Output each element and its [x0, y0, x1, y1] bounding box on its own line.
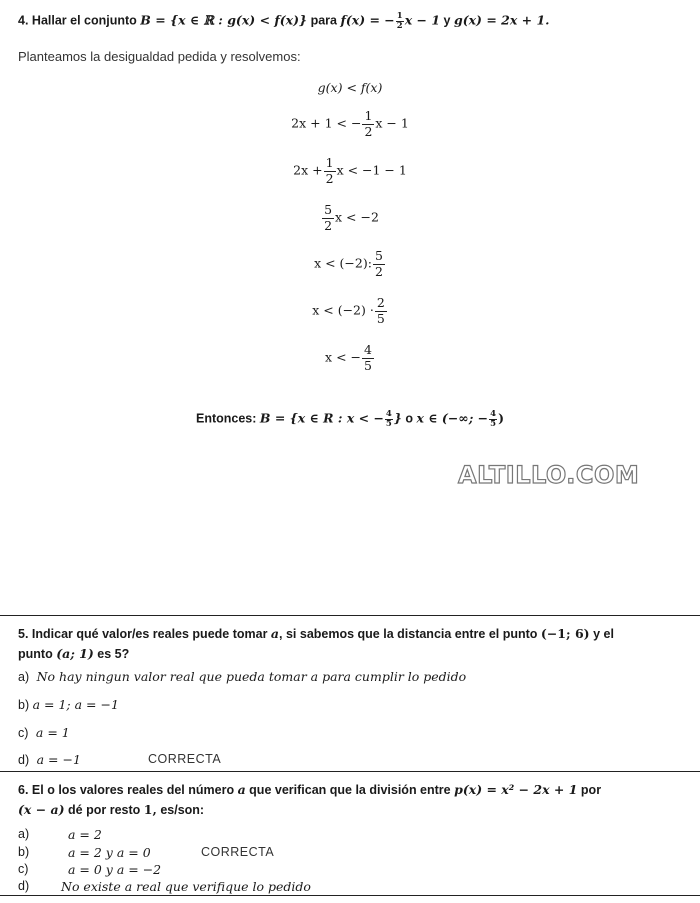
- q6-option-c-letter: c): [18, 862, 29, 876]
- q4-conclusion-interval-close: ): [498, 410, 504, 426]
- q6-option-d-letter: d): [18, 879, 30, 893]
- q4-step5-den: 2: [374, 263, 383, 279]
- q5-option-c[interactable]: [18, 725, 70, 740]
- watermark-logo: ALTILLO.COM: [458, 461, 640, 489]
- q4-conclusion-o: o: [405, 411, 414, 426]
- q5-point1: (−1; 6): [540, 626, 590, 641]
- q5-option-d-text: a = −1: [36, 752, 81, 767]
- q4-step2-right: x − 1: [375, 115, 409, 131]
- q4-conclusion-den2: 5: [490, 418, 497, 429]
- q4-step4: [0, 204, 700, 232]
- q5-line2-a: punto: [18, 647, 53, 661]
- q4-step7-fraction: [362, 344, 374, 372]
- q5-text-c: y el: [593, 627, 614, 641]
- q4-step7-den: 5: [364, 357, 372, 373]
- q4-step6-fraction: [375, 297, 387, 325]
- q4-f-rest: x − 1: [404, 12, 441, 28]
- q4-f-den: 2: [396, 20, 403, 31]
- q6-poly: p(x) = x² − 2x + 1: [454, 782, 578, 797]
- q4-step5-fraction: [373, 250, 385, 278]
- q4-step5-num: 5: [374, 248, 383, 263]
- q5-option-b-letter: b): [18, 698, 30, 712]
- q4-f-fraction: [396, 12, 404, 30]
- q6-line2-c: es/son:: [160, 803, 205, 817]
- q6-option-a-letter: a): [18, 827, 30, 841]
- q6-option-d-text: No existe a real que verifique lo pedido: [61, 879, 311, 894]
- q4-number: 4.: [18, 13, 29, 28]
- q4-step6-den: 5: [376, 310, 385, 326]
- q4-step4-num: 5: [324, 202, 333, 217]
- q6-option-d[interactable]: [18, 879, 311, 894]
- q6-var: a: [237, 782, 246, 797]
- q5-option-c-letter: c): [18, 726, 29, 740]
- q5-option-b[interactable]: [18, 697, 119, 712]
- q4-step5: [0, 250, 700, 278]
- q5-text-a: Indicar qué valor/es reales puede tomar: [31, 627, 268, 641]
- q4-conclusion-word: Entonces:: [196, 411, 257, 426]
- q4-step2-left: 2x + 1 < −: [291, 115, 362, 131]
- q5-correct-label: CORRECTA: [148, 752, 222, 766]
- q6-rest: 1,: [143, 802, 157, 817]
- q5-option-a-letter: a): [18, 670, 30, 684]
- q4-step2-den: 2: [364, 123, 373, 139]
- q4-step3-den: 2: [325, 170, 334, 186]
- q4-step3-fraction: [324, 157, 336, 185]
- q4-step1: [0, 80, 700, 95]
- q4-step3-num: 1: [325, 155, 334, 170]
- divider-q5-top: [0, 615, 700, 616]
- q4-conclusion-num1: 4: [385, 409, 392, 419]
- q4-conclusion-set: B = {x ∈ R : x < −: [259, 410, 384, 426]
- q4-intro: Planteamos la desigualdad pedida y resolvemos:: [18, 49, 301, 64]
- q4-lead: Hallar el conjunto: [31, 13, 137, 28]
- q4-conclusion-den1: 5: [385, 418, 392, 429]
- q5-point2: (a; 1): [56, 646, 94, 661]
- q4-f-lhs: f(x) = −: [340, 12, 395, 28]
- q4-conclusion-fraction2: [489, 410, 497, 428]
- q4-step3: [0, 157, 700, 185]
- q4-step7: [0, 344, 700, 372]
- q6-text-c: por: [580, 783, 602, 797]
- q4-word-para: para: [310, 13, 337, 28]
- q5-option-a[interactable]: [18, 669, 466, 684]
- q4-step2: [0, 110, 700, 138]
- divider-bottom: [0, 895, 700, 896]
- q4-step6: [0, 297, 700, 325]
- q4-step1-text: g(x) < f(x): [317, 80, 383, 95]
- q4-conclusion-interval: x ∈ (−∞; −: [416, 410, 489, 426]
- q6-number: 6.: [18, 783, 29, 797]
- q4-step2-fraction: [362, 110, 374, 138]
- q4-conclusion-num2: 4: [490, 409, 497, 419]
- q5-line2-b: es 5?: [97, 647, 130, 661]
- q6-option-b-letter: b): [18, 845, 30, 859]
- q4-g-expr: g(x) = 2x + 1.: [453, 12, 550, 28]
- q4-step7-num: 4: [364, 342, 372, 357]
- q6-correct-label: CORRECTA: [201, 845, 275, 859]
- q4-statement: [18, 12, 550, 30]
- q4-word-y: y: [443, 13, 451, 28]
- q6-text-b: que verifican que la división entre: [249, 783, 451, 797]
- q4-step4-den: 2: [324, 217, 333, 233]
- q5-option-b-text: a = 1; a = −1: [32, 697, 119, 712]
- divider-q6-top: [0, 771, 700, 772]
- q5-statement: [18, 624, 688, 664]
- q6-option-b-text: a = 2 y a = 0: [68, 845, 151, 860]
- q6-text-a: El o los valores reales del número: [31, 783, 235, 797]
- q4-step6-left: x < (−2) ·: [312, 302, 374, 318]
- q4-step4-fraction: [322, 204, 334, 232]
- q6-divisor: (x − a): [18, 802, 65, 817]
- q4-conclusion-fraction1: [385, 410, 393, 428]
- q5-option-d-letter: d): [18, 753, 30, 767]
- q6-option-b[interactable]: [18, 845, 151, 860]
- q4-conclusion: [196, 410, 504, 428]
- q4-f-num: 1: [396, 11, 403, 21]
- q6-option-a-text: a = 2: [68, 827, 102, 842]
- q6-option-c-text: a = 0 y a = −2: [68, 862, 162, 877]
- q4-step2-num: 1: [364, 108, 373, 123]
- q4-step5-left: x < (−2):: [314, 255, 372, 271]
- q4-step7-left: x < −: [325, 349, 361, 365]
- q6-statement: [18, 780, 688, 820]
- q4-step3-right: x < −1 − 1: [336, 162, 407, 178]
- q5-option-d[interactable]: [18, 752, 81, 767]
- q5-number: 5.: [18, 627, 29, 641]
- q5-option-c-text: a = 1: [35, 725, 70, 740]
- q4-step3-left: 2x +: [293, 162, 323, 178]
- q6-option-c[interactable]: [18, 862, 162, 877]
- q4-set-expr: B = {x ∈ ℝ : g(x) < f(x)}: [140, 12, 308, 28]
- q5-option-a-text: No hay ningun valor real que pueda tomar a para cumplir lo pedido: [36, 669, 467, 684]
- q6-line2-b: dé por resto: [68, 803, 141, 817]
- q5-text-b: , si sabemos que la distancia entre el punto: [279, 627, 538, 641]
- q4-step4-right: x < −2: [335, 209, 379, 225]
- q4-step6-num: 2: [376, 295, 385, 310]
- q5-var: a: [270, 626, 280, 641]
- q6-option-a[interactable]: [18, 827, 102, 842]
- q4-conclusion-close: }: [393, 410, 402, 426]
